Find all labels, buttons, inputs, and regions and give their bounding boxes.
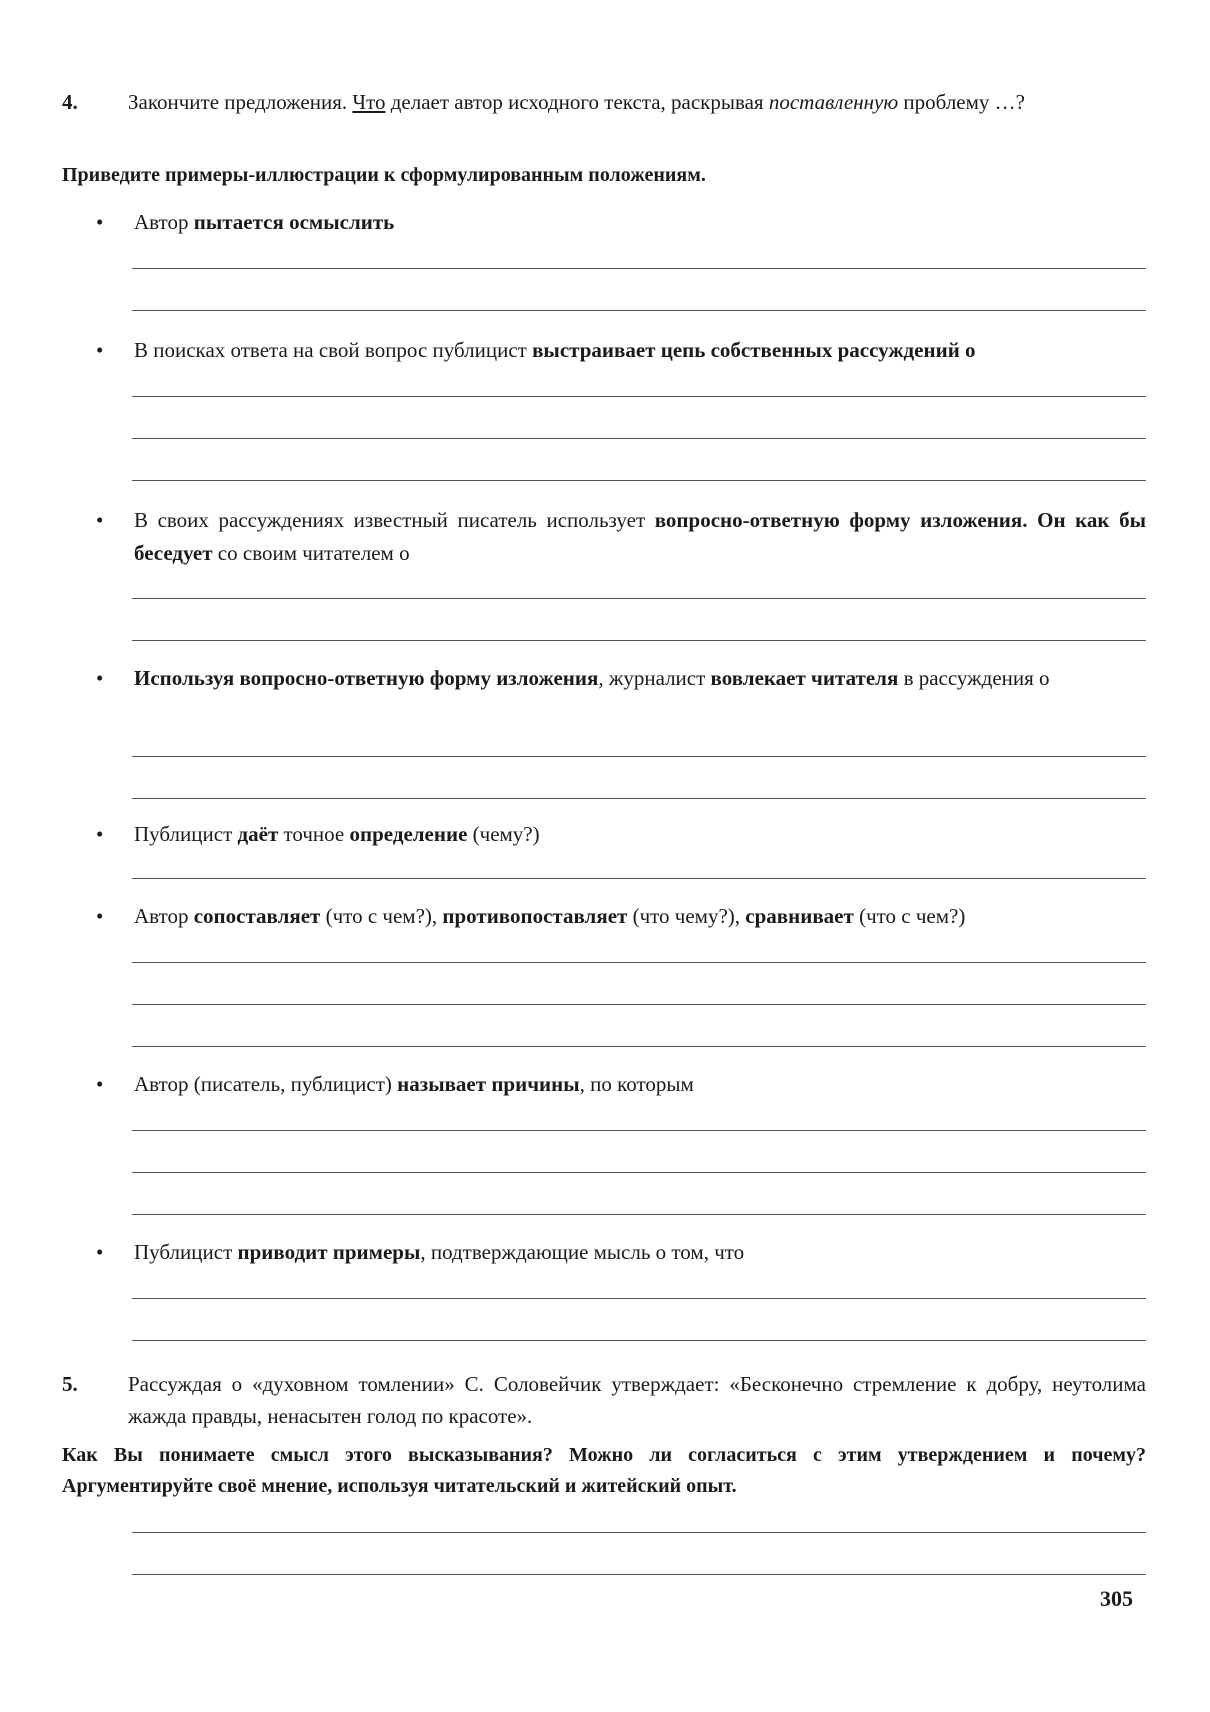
answer-line[interactable] bbox=[132, 310, 1146, 311]
bullet-7-text-end: , по которым bbox=[579, 1072, 694, 1096]
bullet-dot: • bbox=[96, 1072, 104, 1096]
answer-line[interactable] bbox=[132, 480, 1146, 481]
bullet-6 bbox=[96, 900, 1146, 933]
answer-line[interactable] bbox=[132, 1574, 1146, 1575]
bullet-8-text-end: , подтверждающие мысль о том, что bbox=[420, 1240, 745, 1264]
bullet-3-text: В своих рассуждениях известный писатель использует bbox=[134, 508, 655, 532]
answer-line[interactable] bbox=[132, 962, 1146, 963]
answer-line[interactable] bbox=[132, 878, 1146, 879]
answer-line[interactable] bbox=[132, 1340, 1146, 1341]
bullet-1-bold: пытается осмыслить bbox=[193, 210, 395, 234]
answer-line[interactable] bbox=[132, 756, 1146, 757]
answer-line[interactable] bbox=[132, 1046, 1146, 1047]
bullet-4-text-end: в рассуждения о bbox=[898, 666, 1050, 690]
bullet-8 bbox=[96, 1236, 1146, 1269]
task-4-text-start: Закончите предложения. bbox=[128, 90, 353, 114]
bullet-4-bold: Используя вопросно-ответную форму изложения bbox=[134, 666, 599, 690]
bullet-3-text-end: со своим читателем о bbox=[212, 541, 410, 565]
task-5-number: 5. bbox=[62, 1372, 78, 1396]
bullet-5-text: Публицист bbox=[134, 822, 238, 846]
bullet-6-text-end: (что с чем?) bbox=[853, 904, 966, 928]
task-4-italic-word: поставленную bbox=[768, 90, 899, 114]
answer-line[interactable] bbox=[132, 1130, 1146, 1131]
bullet-5-bold-2: определение bbox=[349, 822, 468, 846]
bullet-6-text-2: (что с чем?), bbox=[320, 904, 443, 928]
bullet-7 bbox=[96, 1068, 1146, 1101]
answer-line[interactable] bbox=[132, 798, 1146, 799]
task-4-number: 4. bbox=[62, 90, 78, 114]
answer-line[interactable] bbox=[132, 268, 1146, 269]
bullet-8-bold: приводит примеры bbox=[237, 1240, 421, 1264]
bullet-3-bold: вопросно-ответную форму изложения. Он как бы беседует bbox=[134, 508, 1146, 565]
answer-line[interactable] bbox=[132, 1214, 1146, 1215]
answer-line[interactable] bbox=[132, 640, 1146, 641]
task-5 bbox=[62, 1368, 1146, 1432]
bullet-dot: • bbox=[96, 338, 104, 362]
bullet-6-bold: сопоставляет bbox=[193, 904, 321, 928]
bullet-6-bold-3: сравнивает bbox=[745, 904, 854, 928]
bullet-5 bbox=[96, 818, 1146, 851]
answer-line[interactable] bbox=[132, 1532, 1146, 1533]
bullet-3 bbox=[96, 504, 1146, 570]
bullet-4 bbox=[96, 662, 1146, 695]
answer-line[interactable] bbox=[132, 1298, 1146, 1299]
bullet-4-text: , журналист bbox=[598, 666, 711, 690]
bullet-6-text-3: (что чему?), bbox=[627, 904, 746, 928]
bullet-2 bbox=[96, 334, 1146, 367]
bullet-4-bold-2: вовлекает читателя bbox=[710, 666, 899, 690]
task-4-instruction: Приведите примеры-иллюстрации к сформулированным положениям. bbox=[62, 164, 706, 186]
task-4-text-end: проблему …? bbox=[898, 90, 1025, 114]
task-4-underlined-word: Что bbox=[352, 90, 386, 114]
bullet-dot: • bbox=[96, 904, 104, 928]
task-5-instruction: Как Вы понимаете смысл этого высказывания? Можно ли согласиться с этим утверждением и почему? Аргументируйте своё мнение, используя читательский и житейский опыт. bbox=[62, 1444, 1146, 1497]
bullet-5-bold: даёт bbox=[237, 822, 279, 846]
bullet-6-text: Автор bbox=[134, 904, 194, 928]
bullet-dot: • bbox=[96, 210, 104, 234]
bullet-5-text-2: точное bbox=[278, 822, 350, 846]
task-5-text: Рассуждая о «духовном томлении» С. Соловейчик утверждает: «Бесконечно стремление к добру, неутолима жажда правды, ненасытен голод по красоте». bbox=[128, 1372, 1146, 1428]
answer-line[interactable] bbox=[132, 1172, 1146, 1173]
bullet-2-text: В поисках ответа на свой вопрос публицист bbox=[134, 338, 533, 362]
bullet-7-bold: называет причины bbox=[397, 1072, 580, 1096]
bullet-dot: • bbox=[96, 822, 104, 846]
answer-line[interactable] bbox=[132, 396, 1146, 397]
bullet-1-text: Автор bbox=[134, 210, 194, 234]
bullet-dot: • bbox=[96, 1240, 104, 1264]
bullet-dot: • bbox=[96, 666, 104, 690]
bullet-7-text: Автор (писатель, публицист) bbox=[134, 1072, 398, 1096]
bullet-8-text: Публицист bbox=[134, 1240, 238, 1264]
bullet-2-bold: выстраивает цепь собственных рассуждений о bbox=[532, 338, 976, 362]
answer-line[interactable] bbox=[132, 438, 1146, 439]
task-4-text bbox=[128, 86, 1146, 118]
bullet-6-bold-2: противопоставляет bbox=[442, 904, 628, 928]
task-4-text-middle: делает автор исходного текста, раскрывая bbox=[385, 90, 769, 114]
answer-line[interactable] bbox=[132, 1004, 1146, 1005]
bullet-5-text-end: (чему?) bbox=[467, 822, 540, 846]
page-number: 305 bbox=[1100, 1586, 1133, 1611]
task-4 bbox=[62, 86, 1146, 118]
bullet-1 bbox=[96, 206, 1146, 239]
bullet-dot: • bbox=[96, 508, 104, 532]
answer-line[interactable] bbox=[132, 598, 1146, 599]
